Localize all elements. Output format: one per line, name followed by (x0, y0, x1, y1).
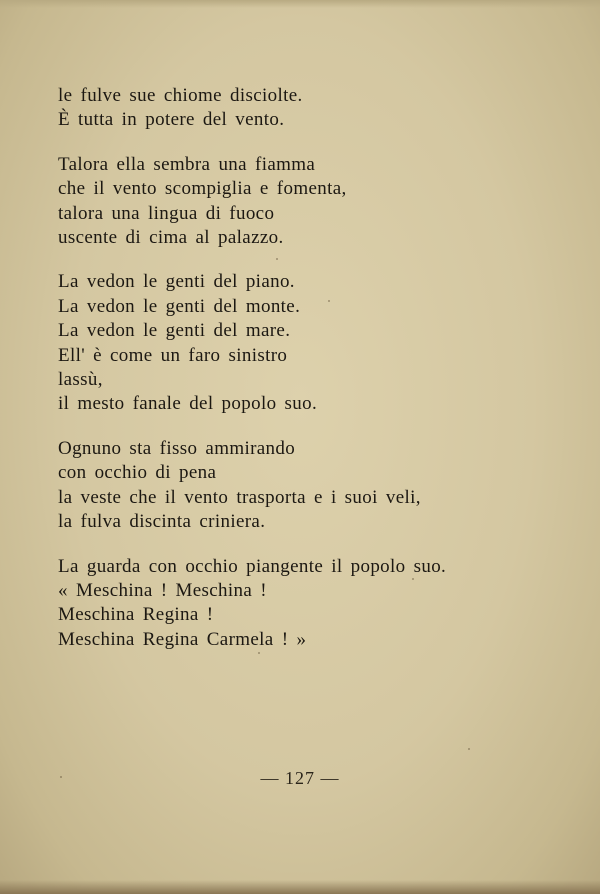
verse-line: uscente di cima al palazzo. (58, 227, 284, 249)
stanza-1 (58, 84, 578, 133)
poem-body (58, 84, 578, 672)
verse-line: La vedon le genti del piano. (58, 271, 295, 293)
verse-line: con occhio di pena (58, 462, 217, 484)
verse-line: È tutta in potere del vento. (58, 109, 285, 131)
page-bottom-edge (0, 880, 600, 894)
paper-speck (60, 776, 62, 778)
verse-line: Talora ella sembra una fiamma (58, 153, 316, 175)
verse-line: le fulve sue chiome disciolte. (58, 85, 303, 106)
verse-line: talora una lingua di fuoco (58, 202, 275, 224)
stanza-2 (58, 153, 578, 251)
verse-line: « Meschina ! Meschina ! (58, 579, 267, 601)
stanza-4 (58, 437, 578, 535)
stanza-5 (58, 555, 578, 653)
verse-line: Ell' è come un faro sinistro (58, 344, 288, 366)
verse-line: la veste che il vento trasporta e i suoi veli, (58, 486, 421, 508)
stanza-3 (58, 270, 578, 416)
verse-line: La guarda con occhio piangente il popolo suo. (58, 555, 447, 577)
page-number: — 127 — (260, 768, 340, 788)
verse-line: il mesto fanale del popolo suo. (58, 393, 318, 415)
verse-line: la fulva discinta criniera. (58, 511, 266, 533)
verse-line: La vedon le genti del monte. (58, 295, 301, 317)
paper-speck (412, 578, 414, 580)
verse-line: Meschina Regina ! (58, 604, 214, 626)
paper-speck (328, 300, 330, 302)
verse-line: La vedon le genti del mare. (58, 320, 291, 342)
verse-line: Meschina Regina Carmela ! » (58, 628, 307, 650)
paper-speck (258, 652, 260, 654)
verse-line: che il vento scompiglia e fomenta, (58, 178, 347, 200)
verse-line: Ognuno sta fisso ammirando (58, 437, 296, 459)
paper-speck (468, 748, 470, 750)
paper-speck (276, 258, 278, 260)
verse-line: lassù, (58, 369, 103, 391)
page-top-edge (0, 0, 600, 8)
